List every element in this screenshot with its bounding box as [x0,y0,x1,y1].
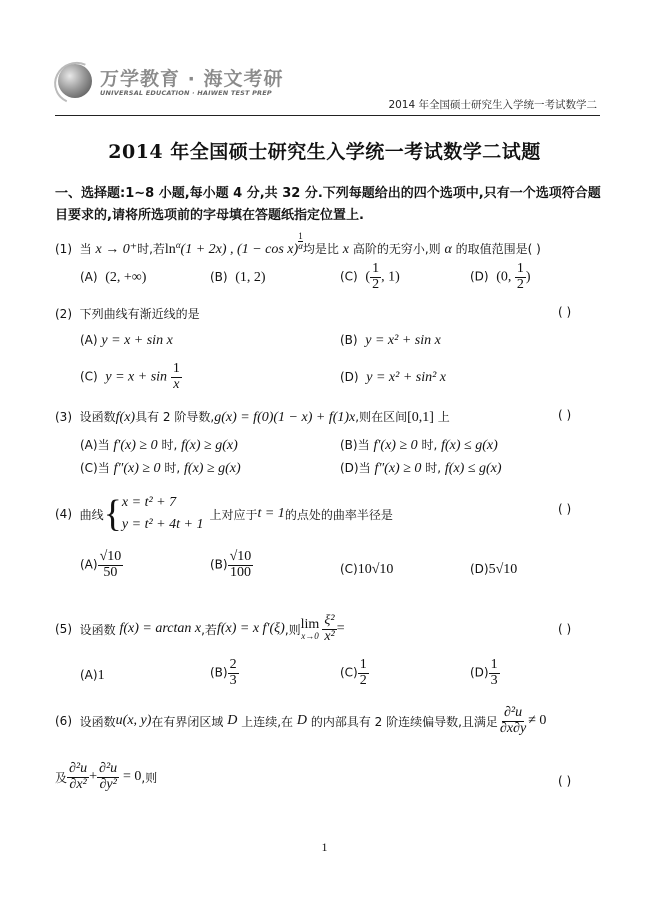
option-label: (C) [340,562,358,576]
stem-text: ,则 [284,622,301,637]
option-label: (B) [210,557,228,572]
option-label: (B) [340,438,358,452]
option-value: (0, [496,269,515,285]
option-value: ) [525,269,531,285]
stem-text: 高阶的无穷小,则 [352,242,441,256]
option-text: 时, [164,461,181,475]
frac-num: ξ² [324,613,335,628]
question-5-stem [55,614,345,644]
stem-text: 及 [55,770,68,785]
frac-den: 3 [229,672,237,688]
option-math: f(x) ≥ g(x) [184,461,241,476]
exponent-fraction [298,232,303,251]
option-value: 5√10 [488,562,518,577]
question-6-stem-line2 [55,762,157,792]
stem-text: 的点处的曲率半径是 [284,507,393,522]
frac-num: √10 [229,549,252,564]
stem-text: 上连续,在 [241,714,294,729]
option-value: (2, +∞) [105,270,147,285]
option-label: (D) [470,562,489,576]
frac-num: ∂²u [503,705,523,720]
stem-text: 下列曲线有渐近线的是 [79,307,200,321]
option-math: f(x) ≥ g(x) [181,438,238,453]
option-text: 时, [425,461,442,475]
option-fraction [515,262,526,292]
mixed-partial-fraction [498,706,528,736]
lim-text: lim [300,616,320,632]
frac-den: 2 [359,672,367,688]
frac-den: ∂y² [99,776,117,792]
math-expr: x → 0⁺ [95,242,138,257]
frac-num: 1 [359,657,367,672]
stem-text: 的取值范围是( ) [455,242,541,256]
option-3b[interactable] [340,436,498,454]
option-2b[interactable] [340,333,441,349]
stem-text: 设函数 [79,410,116,424]
stem-text: 曲线 [79,507,104,522]
option-text: 当 [357,438,370,452]
option-label: (D) [470,665,489,680]
question-6-stem [55,706,546,736]
option-label: (B) [340,333,358,347]
limit-fraction [322,614,336,644]
limit-operator [301,618,320,641]
math-expr: D [296,713,307,729]
math-expr: α [444,242,452,257]
option-math: f′(x) ≥ 0 [373,438,418,453]
frac-num: 1 [172,361,180,376]
option-label: (C) [80,461,98,475]
frac-num: ∂²u [99,761,118,776]
question-number: (5) [55,622,72,637]
option-2d[interactable] [340,370,446,386]
math-expr: f(x) = x f′(ξ) [216,621,285,637]
option-label: (B) [210,665,228,680]
option-value: 10√10 [357,562,394,577]
option-value: 1 [97,668,105,683]
stem-text: ,则 [141,770,158,785]
stem-text: ,若 [201,622,217,637]
math-expr: = 0 [123,769,142,785]
section-instructions: 一、选择题:1∼8 小题,每小题 4 分,共 32 分.下列每题给出的四个选项中,只有一个选项符合题目要求的,请将所选项前的字母填在答题纸指定位置上. [55,186,601,223]
option-5a[interactable] [80,668,105,684]
question-number: (6) [55,714,72,729]
option-label: (A) [80,668,98,682]
question-1-stem [55,231,541,265]
exp-num: 1 [298,231,303,241]
frac-den: 2 [516,276,524,292]
option-fraction [171,362,182,392]
frac-den: 100 [229,564,251,580]
option-label: (A) [80,270,98,284]
math-expr: = [336,621,345,637]
math-sup: α [175,240,181,250]
option-1c[interactable] [340,262,400,292]
option-1b[interactable] [210,270,266,286]
option-value: y = x² + sin² x [366,370,447,385]
option-text: 当 [358,461,371,475]
option-3c[interactable] [80,459,241,477]
option-label: (A) [80,333,98,347]
stem-text: 在有界闭区域 [151,714,224,729]
frac-den: ∂x² [69,776,87,792]
stem-text: 当 [79,242,92,256]
stem-text: 的内部具有 2 阶连续偏导数,且满足 [310,714,498,729]
math-expr: ln [164,242,176,257]
running-header: 2014 年全国硕士研究生入学统一考试数学二 [388,99,597,111]
equation-y: y = t² + 4t + 1 [121,517,204,532]
option-value: y = x + sin x [101,333,173,348]
math-expr: + [89,769,98,785]
math-expr: [0,1] [407,410,434,425]
question-4-stem [55,492,393,536]
answer-blank: ( ) [558,502,572,516]
option-fraction [489,658,500,688]
option-text: 当 [97,461,110,475]
option-math: f″(x) ≥ 0 [374,461,422,476]
math-expr: u(x, y) [115,713,152,729]
math-expr: D [227,713,238,729]
page-title: 2014 年全国硕士研究生入学统一考试数学二试题 [108,141,541,163]
option-label: (C) [80,369,98,384]
option-math: f″(x) ≥ 0 [113,461,161,476]
option-value: (1, 2) [235,270,266,285]
option-math: f(x) ≤ g(x) [444,461,502,476]
option-5d[interactable] [470,658,500,688]
option-1a[interactable] [80,270,146,286]
option-label: (C) [340,269,358,284]
option-4d[interactable] [470,562,517,578]
option-4c[interactable] [340,562,393,578]
frac-den: 50 [103,564,118,580]
math-expr: f(x) [115,410,136,425]
question-number: (1) [55,242,72,256]
stem-text: 设函数 [79,714,116,729]
frac-num: √10 [99,549,122,564]
option-3d[interactable] [340,459,502,477]
option-value: , 1) [381,269,400,285]
frac-num: 1 [490,657,498,672]
equation-x: x = t² + 7 [121,495,177,510]
option-text: 时, [421,438,438,452]
logo-globe-icon [58,64,92,98]
option-3a[interactable] [80,436,238,454]
question-3-stem [55,408,450,426]
option-2a[interactable] [80,333,173,349]
option-2c[interactable] [80,362,182,392]
stem-text: ,则在区间 [355,410,408,424]
option-fraction [358,658,369,688]
option-4a[interactable] [80,550,123,580]
question-number: (4) [55,507,72,521]
frac-den: ∂x∂y [499,720,527,736]
frac-num: 2 [229,657,237,672]
second-partial-y-fraction [97,762,119,792]
option-5b[interactable] [210,658,239,688]
option-value: y = x² + sin x [365,333,441,348]
stem-text: 上对应于 [209,507,258,522]
frac-num: 1 [372,261,380,276]
option-label: (C) [340,665,358,680]
answer-blank: ( ) [558,774,572,788]
answer-blank: ( ) [558,408,572,422]
option-value: y = x + sin [105,369,168,385]
option-fraction [228,658,239,688]
math-expr: x [342,242,349,257]
option-label: (D) [340,461,359,475]
frac-num: ∂²u [69,761,88,776]
option-fraction [228,550,254,580]
math-expr: ≠ 0 [528,713,547,729]
header-divider [55,115,600,116]
question-number: (3) [55,410,72,424]
second-partial-x-fraction [67,762,89,792]
frac-den: 3 [490,672,498,688]
stem-text: 均是比 [302,242,339,256]
option-label: (D) [470,269,489,284]
stem-text: 具有 2 阶导数, [135,410,215,424]
frac-den: 2 [372,276,380,292]
option-math: f(x) ≤ g(x) [441,438,498,453]
question-number: (2) [55,307,72,321]
lim-subscript: x→0 [301,630,319,641]
option-fraction [370,262,381,292]
option-4b[interactable] [210,550,253,580]
math-expr: t = 1 [257,506,285,521]
frac-num: 1 [516,261,524,276]
option-label: (A) [80,557,98,572]
answer-blank: ( ) [558,305,572,319]
stem-text: 上 [437,410,450,424]
math-expr: g(x) = f(0)(1 − x) + f(1)x [214,410,356,425]
option-5c[interactable] [340,658,369,688]
option-math: f′(x) ≥ 0 [113,438,158,453]
stem-text: 设函数 [79,622,116,637]
frac-den: x [173,376,180,392]
logo-english-text: UNIVERSAL EDUCATION · HAIWEN TEST PREP [100,89,272,97]
math-expr: (1 + 2x) , (1 − cos x) [180,242,299,257]
answer-blank: ( ) [558,622,572,636]
option-fraction [98,550,124,580]
option-text: 当 [97,438,110,452]
option-value: ( [365,269,371,285]
question-2-stem [55,305,200,322]
parametric-system [122,492,204,536]
math-expr: f(x) = arctan x [119,621,202,637]
left-brace: { [103,493,122,535]
publisher-logo [58,62,338,104]
logo-chinese-text: 万学教育 · 海文考研 [100,68,284,90]
frac-den: x² [324,628,335,644]
option-label: (D) [340,370,359,384]
exp-den: α [298,241,303,251]
stem-text: 时,若 [137,242,165,256]
option-text: 时, [161,438,178,452]
option-1d[interactable] [470,262,531,292]
page-number: 1 [321,840,328,854]
option-label: (B) [210,270,228,284]
option-label: (A) [80,438,98,452]
